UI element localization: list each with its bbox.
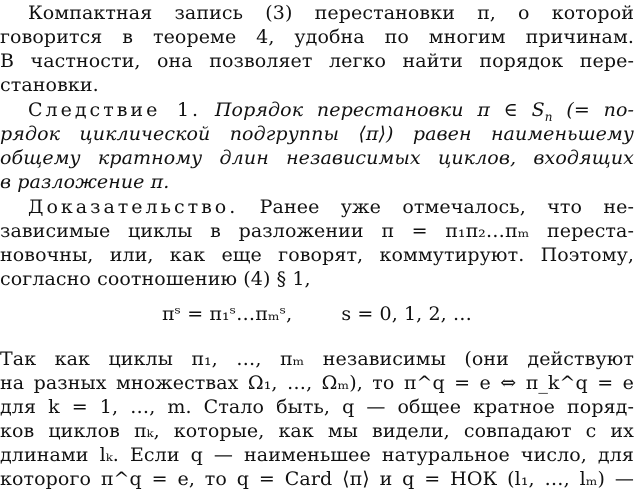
paragraph-1-line-1: Компактная запись (3) перестановки π, о которой — [28, 2, 634, 24]
paragraph-2-line-5: длинами lₖ. Если q — наименьшее натуральное число, для — [0, 444, 634, 466]
paragraph-2-line-6: которого π^q = e, то q = Card ⟨π⟩ и q = НОК (l₁, …, lₘ) — — [0, 468, 634, 490]
paragraph-2-line-2: на разных множествах Ω₁, …, Ωₘ), то π^q = e ⇔ π_k^q = e — [0, 372, 634, 394]
corollary-heading: Следствие 1. — [28, 99, 202, 121]
paragraph-2-line-4: ков циклов πₖ, которые, как мы видели, совпадают с их — [0, 420, 634, 442]
paragraph-1-line-2: говорится в теореме 4, удобна по многим причинам. — [0, 26, 634, 48]
proof-line-3: новочны, или, как еще говорят, коммутируют. Поэтому, — [0, 244, 634, 266]
corollary-line-1 — [0, 99, 634, 124]
corollary-line-2: рядок циклической подгруппы ⟨π⟩) равен наименьшему — [0, 123, 634, 145]
paragraph-1-line-3: В частности, она позволяет легко найти порядок пере- — [0, 50, 634, 72]
display-formula: πˢ = π₁ˢ…πₘˢ, s = 0, 1, 2, … — [161, 303, 473, 325]
proof-text-1: Ранее уже отмечалось, что не- — [259, 196, 634, 218]
proof-line-4: согласно соотношению (4) § 1, — [0, 268, 311, 290]
proof-line-1 — [0, 196, 634, 218]
proof-heading: Доказательство. — [28, 196, 239, 218]
paragraph-1-line-4: становки. — [0, 74, 99, 96]
proof-line-2: зависимые циклы в разложении π = π₁π₂…πₘ переста- — [0, 220, 634, 242]
corollary-text-1: Порядок перестановки π ∈ $S_n$ — [214, 99, 553, 124]
paragraph-2-line-3: для k = 1, …, m. Стало быть, q — общее кратное поряд- — [0, 396, 634, 418]
paragraph-2-line-1: Так как циклы π₁, …, πₘ независимы (они действуют — [0, 348, 634, 370]
corollary-line-4: в разложение π. — [0, 171, 170, 193]
corollary-text-1-end: (= по- — [566, 99, 634, 121]
corollary-line-3: общему кратному длин независимых циклов, входящих — [0, 147, 634, 169]
